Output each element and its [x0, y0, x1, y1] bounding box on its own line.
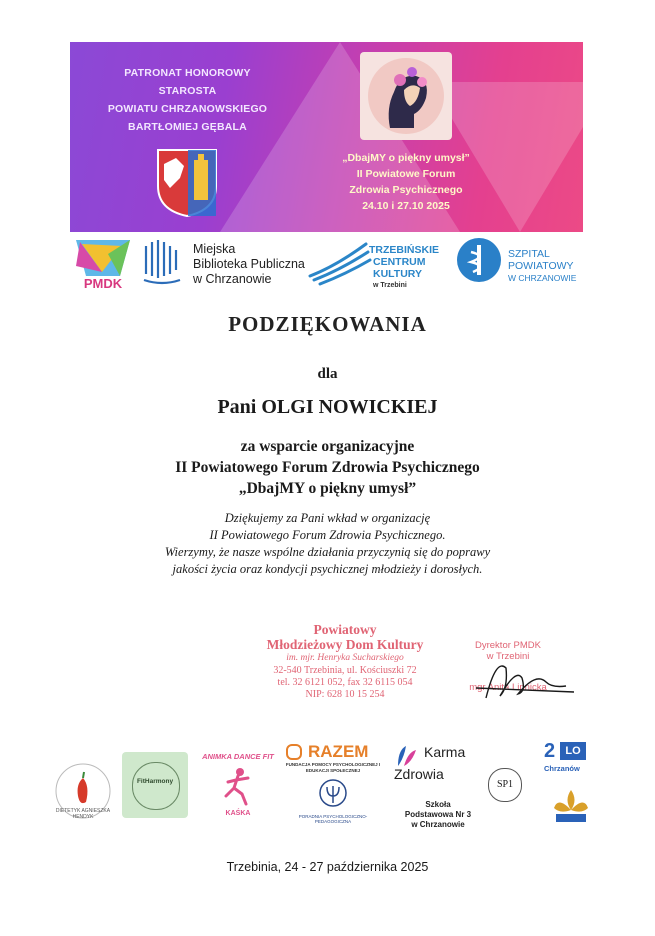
lo-tag: LO — [560, 742, 586, 760]
library-line: Miejska — [193, 242, 236, 256]
signature-role: Dyrektor PMDK — [475, 640, 541, 651]
purpose-line: II Powiatowego Forum Zdrowia Psychicznego — [175, 459, 480, 476]
razem-label: RAZEM — [308, 742, 369, 761]
thanks-line: Wierzymy, że nasze wspólne działania przyczynią się do poprawy — [164, 545, 491, 559]
psi-icon — [318, 778, 348, 808]
forum-logo-head — [360, 52, 452, 140]
kasia-label: KAŚKA — [225, 810, 251, 817]
culture-name — [369, 244, 439, 292]
thanks-line: jakości życia oraz kondycji psychicznej młodzieży i dorosłych. — [172, 562, 483, 576]
patron-line: STAROSTA — [158, 85, 217, 97]
library-icon — [142, 236, 182, 298]
animka-logo — [198, 752, 278, 822]
patron-line: POWIATU CHRZANOWSKIEGO — [107, 103, 268, 115]
purpose-text — [0, 436, 655, 499]
stamp-line: Powiatowy — [313, 622, 377, 637]
patron-line: BARTŁOMIEJ GĘBALA — [128, 121, 247, 133]
fitharmony-logo — [122, 752, 188, 818]
zdrowia-label: Zdrowia — [394, 766, 444, 782]
director-signature — [438, 640, 578, 693]
dietetyk-logo — [54, 762, 112, 820]
school-line: Szkoła — [425, 800, 451, 809]
library-line: w Chrzanowie — [193, 272, 272, 286]
fleur-de-lis-icon — [546, 786, 596, 826]
stamp-line: tel. 32 6121 052, fax 32 6115 054 — [277, 677, 413, 688]
razem-subtitle: FUNDACJA POMOCY PSYCHOLOGICZNEJ I EDUKACJI SPOŁECZNEJ — [285, 762, 381, 773]
thanks-line: II Powiatowego Forum Zdrowia Psychicznego. — [209, 528, 446, 542]
hospital-line: SZPITAL — [508, 248, 550, 260]
stamp-line: im. mjr. Henryka Sucharskiego — [286, 653, 404, 663]
school-line: w Chrzanowie — [411, 820, 465, 829]
lo-logo — [544, 740, 600, 780]
coat-of-arms — [156, 148, 218, 218]
fitharmony-label: FitHarmony — [136, 778, 174, 785]
thanks-paragraph — [0, 510, 655, 578]
purpose-line: „DbajMY o piękny umysł” — [238, 480, 417, 497]
pmdk-label: PMDK — [83, 276, 123, 291]
culture-line: CENTRUM — [373, 256, 426, 268]
forum-line: Zdrowia Psychicznego — [349, 184, 463, 196]
signature-place: w Trzebini — [486, 651, 530, 662]
razem-circle-icon — [286, 744, 302, 760]
dietetyk-label: DIETETYK AGNIESZKA HENDYK — [55, 808, 111, 820]
hospital-name — [508, 248, 576, 284]
document-title: PODZIĘKOWANIA — [228, 312, 427, 336]
forum-text — [288, 150, 524, 214]
hospital-line: W CHRZANOWIE — [508, 273, 577, 283]
lo-number: 2 — [544, 740, 556, 762]
dancer-icon — [222, 766, 254, 806]
pmdk-logo — [72, 236, 134, 298]
sp1-logo: SP1 — [488, 768, 522, 802]
stamp-line: Młodzieżowy Dom Kultury — [266, 637, 424, 652]
library-line: Biblioteka Publiczna — [193, 257, 305, 271]
karma-label: Karma — [424, 744, 466, 760]
stamp-line: NIP: 628 10 15 254 — [305, 689, 385, 700]
for-label: dla — [317, 366, 338, 382]
school-line: Podstawowa Nr 3 — [404, 810, 472, 819]
chrzanow-label: Chrzanów — [544, 764, 580, 773]
karma-zdrowia-logo — [394, 744, 480, 784]
library-name — [193, 242, 305, 287]
culture-logo-icon — [306, 236, 372, 298]
stamp-line: 32-540 Trzebinia, ul. Kościuszki 72 — [273, 665, 417, 676]
hospital-logo-icon — [455, 236, 503, 298]
culture-line: w Trzebini — [373, 282, 407, 289]
hospital-line: POWIATOWY — [508, 260, 574, 272]
leaves-icon — [394, 744, 420, 768]
recipient-name: Pani OLGI NOWICKIEJ — [217, 396, 438, 418]
animka-label: ANIMKA DANCE FIT — [202, 752, 274, 761]
forum-banner — [70, 42, 583, 232]
signature-scribble-icon — [456, 648, 576, 708]
school-name — [400, 800, 476, 830]
thanks-line: Dziękujemy za Pani wkład w organizację — [224, 511, 431, 525]
purpose-line: za wsparcie organizacyjne — [240, 438, 415, 455]
patron-text — [70, 64, 305, 136]
patron-line: PATRONAT HONOROWY — [124, 67, 251, 79]
forum-line: 24.10 i 27.10 2025 — [362, 200, 450, 212]
institution-stamp — [250, 622, 440, 701]
culture-line: KULTURY — [373, 268, 422, 280]
razem-logo — [282, 744, 384, 826]
forum-line: „DbajMY o piękny umysł” — [342, 152, 470, 164]
culture-line: TRZEBIŃSKIE — [369, 244, 440, 256]
forum-line: II Powiatowe Forum — [356, 168, 456, 180]
poradnia-label: PORADNIA PSYCHOLOGICZNO-PEDAGOGICZNA — [298, 814, 368, 824]
signature-name: mgr Anita Lipnicka — [469, 682, 547, 693]
date-place: Trzebinia, 24 - 27 października 2025 — [226, 860, 429, 874]
